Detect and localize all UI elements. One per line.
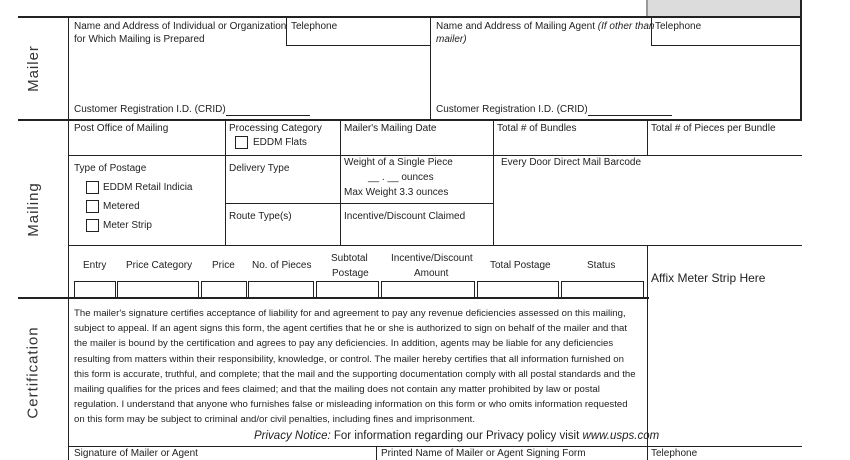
col-no-of-pieces-header: No. of Pieces <box>252 260 312 271</box>
certification-line: resulting from matters within their responsibility, knowledge, or control. The mailer hereby certifies that all information furnished on <box>74 353 624 365</box>
meter-strip-label: Meter Strip <box>103 220 152 231</box>
signature-row-top-border <box>68 446 802 447</box>
printed-name-label: Printed Name of Mailer or Agent Signing Form <box>381 448 586 459</box>
mailer-bottom-border <box>18 119 802 121</box>
certification-line: subject to appeal. If an agent signs this form, the agent certifies that he or she is authorized to sign on behalf of the mailer and that <box>74 323 628 335</box>
route-types-label: Route Type(s) <box>229 211 292 222</box>
col-price-category-header: Price Category <box>126 260 193 271</box>
signature-divider <box>376 446 377 460</box>
eddm-retail-indicia-label: EDDM Retail Indicia <box>103 182 193 193</box>
col-subtotal-header: Subtotal <box>331 253 368 264</box>
agent-crid-label: Customer Registration I.D. (CRID) <box>436 104 588 115</box>
agent-name-label: Name and Address of Mailing Agent (If other than <box>436 21 655 32</box>
mailing-bottom-border <box>18 297 649 299</box>
eddm-flats-checkbox[interactable] <box>235 136 248 149</box>
delivery-type-label: Delivery Type <box>229 163 290 174</box>
mailing-section-label: Mailing <box>24 181 42 237</box>
mailing-date-label: Mailer's Mailing Date <box>344 123 437 134</box>
signature-label: Signature of Mailer or Agent <box>74 448 198 459</box>
eddm-retail-indicia-checkbox[interactable] <box>86 181 99 194</box>
entry-cell[interactable] <box>74 281 116 298</box>
mailer-agent-divider <box>430 17 431 119</box>
certification-telephone-label: Telephone <box>651 448 698 459</box>
mailing-col-divider-4 <box>647 121 648 155</box>
certification-line: this form is accurate, truthful, and complete; that the mail and the supporting documentation comply with all postal standards and the <box>74 368 636 380</box>
affix-meter-strip-label: Affix Meter Strip Here <box>651 271 766 285</box>
col-status-header: Status <box>587 260 616 271</box>
meter-strip-checkbox[interactable] <box>86 219 99 232</box>
col-incentive-header: Incentive/Discount <box>391 253 473 264</box>
price-category-cell[interactable] <box>117 281 199 298</box>
certification-section-label: Certification <box>24 326 42 419</box>
subtotal-postage-cell[interactable] <box>316 281 379 298</box>
price-cell[interactable] <box>201 281 247 298</box>
mailer-crid-field[interactable] <box>226 115 310 116</box>
total-postage-cell[interactable] <box>477 281 559 298</box>
post-office-label: Post Office of Mailing <box>74 123 169 134</box>
max-weight-label: Max Weight 3.3 ounces <box>344 187 449 198</box>
mailing-col-divider-3 <box>493 121 494 245</box>
privacy-url-link[interactable]: www.usps.com <box>582 430 660 442</box>
col-subtotal-header-line2: Postage <box>332 268 369 279</box>
certification-line: mailing qualifies for the prices and fees claimed; and that the mailing does not contain any matter prohibited by law or postal <box>74 384 600 396</box>
incentive-claimed-label: Incentive/Discount Claimed <box>344 211 466 222</box>
mailing-col-divider-2 <box>340 121 341 245</box>
mailing-col-divider-1 <box>225 121 226 245</box>
mailer-name-label-line2: for Which Mailing is Prepared <box>74 34 205 45</box>
col-price-header: Price <box>212 260 235 271</box>
metered-checkbox[interactable] <box>86 200 99 213</box>
col-entry-header: Entry <box>83 260 107 271</box>
metered-label: Metered <box>103 201 140 212</box>
certification-line: regulation. I understand that anyone who furnishes false or misleading information on this form or who omits information requested <box>74 399 628 411</box>
pieces-per-bundle-label: Total # of Pieces per Bundle <box>651 123 776 134</box>
barcode-label: Every Door Direct Mail Barcode <box>501 157 642 168</box>
certification-line: on this form may be subject to criminal and/or civil penalties, including fines and imprisonment. <box>74 414 475 426</box>
section-label-divider <box>68 17 69 460</box>
mailer-crid-label: Customer Registration I.D. (CRID) <box>74 104 226 115</box>
no-of-pieces-cell[interactable] <box>248 281 314 298</box>
mailing-row2-divider <box>225 203 493 204</box>
mailer-telephone-label: Telephone <box>291 21 338 32</box>
certification-line: the mailer is bound by the certification and agrees to pay any deficiencies. In addition, agents may be liable for any deficiencies <box>74 338 614 350</box>
eddm-flats-label: EDDM Flats <box>253 137 307 148</box>
col-incentive-header-line2: Amount <box>414 268 449 279</box>
incentive-amount-cell[interactable] <box>381 281 475 298</box>
agent-telephone-label: Telephone <box>655 21 702 32</box>
certification-line: The mailer's signature certifies acceptance of liability for and agreement to pay any revenue deficiencies assessed on this mailing, <box>74 308 626 319</box>
mailer-name-label: Name and Address of Individual or Organization <box>74 21 287 32</box>
mailing-table-top-border <box>68 245 802 246</box>
weight-label: Weight of a Single Piece <box>344 157 453 168</box>
privacy-notice: Privacy Notice: For information regarding our Privacy policy visit www.usps.com <box>254 430 660 442</box>
processing-category-label: Processing Category <box>229 123 322 134</box>
agent-crid-field[interactable] <box>588 115 672 116</box>
agent-name-label-line2: mailer) <box>436 34 467 45</box>
certification-text <box>74 306 648 428</box>
type-of-postage-label: Type of Postage <box>74 163 147 174</box>
weight-value-field[interactable]: __ . __ ounces <box>368 172 434 183</box>
mailing-row1-divider <box>68 155 802 156</box>
status-cell[interactable] <box>561 281 644 298</box>
col-total-postage-header: Total Postage <box>490 260 551 271</box>
total-bundles-label: Total # of Bundles <box>497 123 577 134</box>
mailer-section-label: Mailer <box>24 44 42 92</box>
